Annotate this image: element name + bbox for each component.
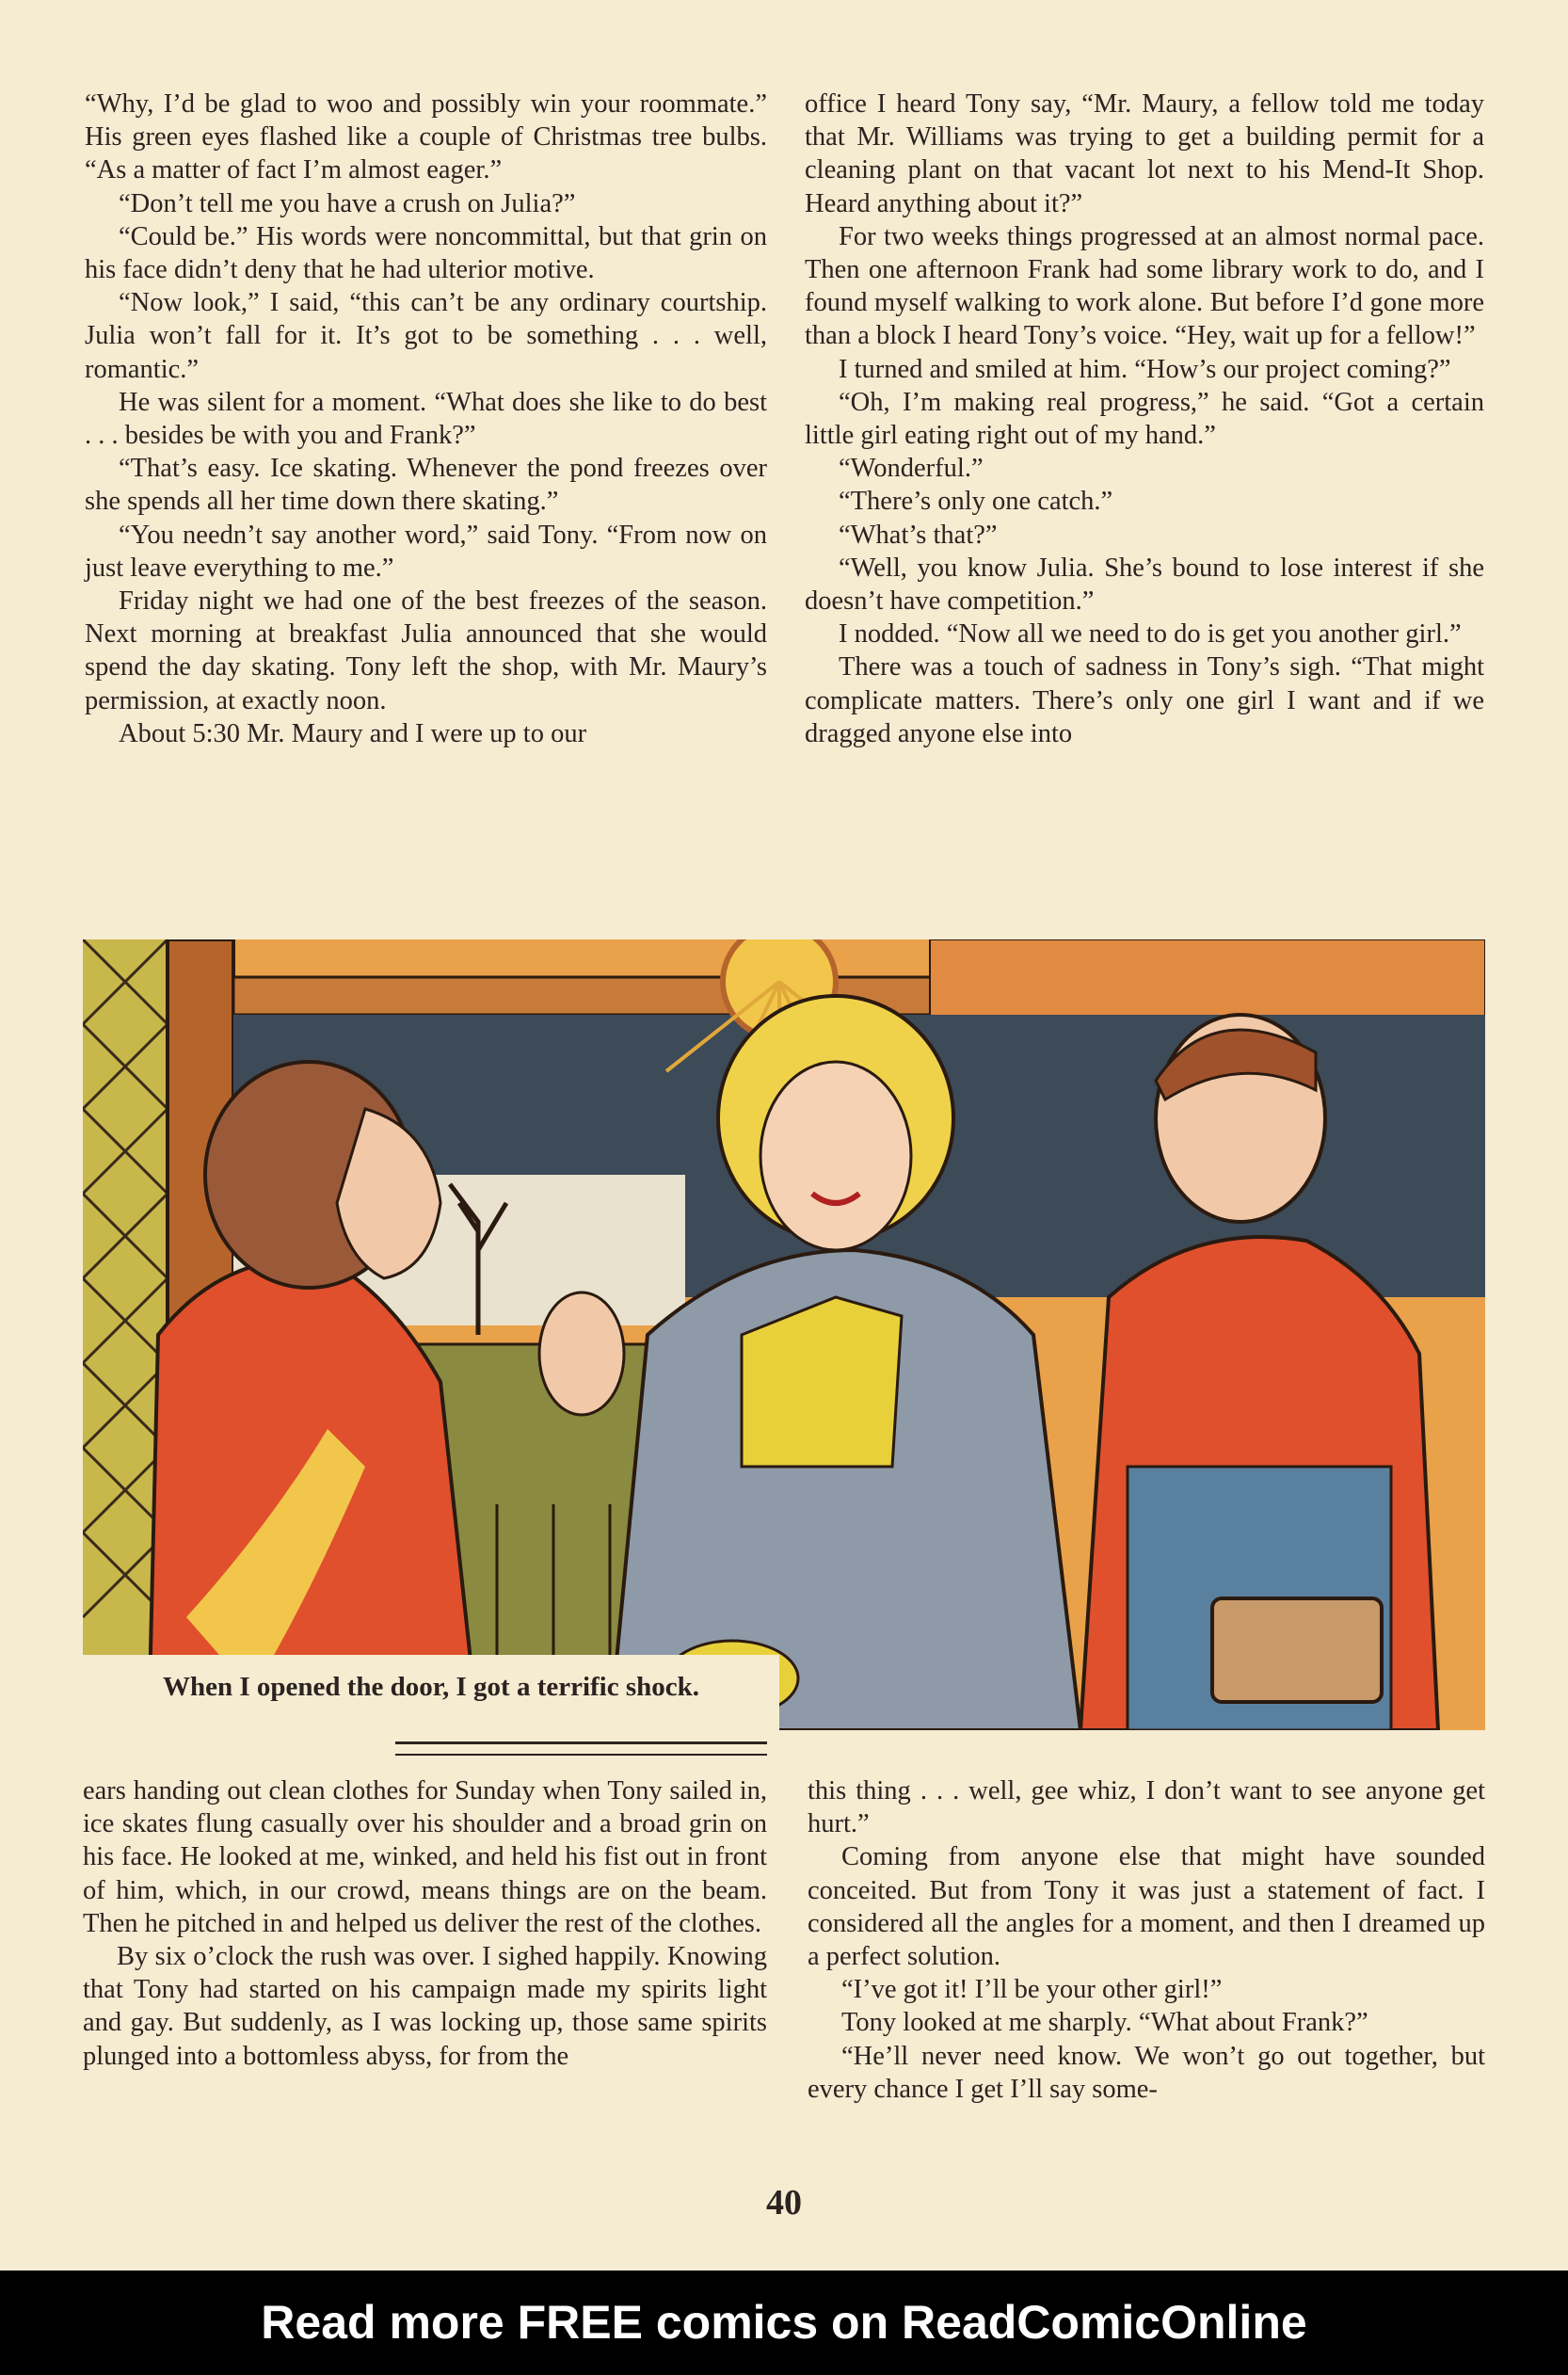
paragraph: office I heard Tony say, “Mr. Maury, a fellow told me today that Mr. Williams was trying to get a building permit for a cleaning plant on that vacant lot next to his Mend-It Shop. Heard anything about it?” [805,89,1484,218]
paragraph: “Oh, I’m making real progress,” he said. “Got a certain little girl eating right out of my hand.” [805,387,1484,451]
paragraph: I turned and smiled at him. “How’s our project coming?” [839,354,1451,384]
face [760,1062,911,1250]
paragraph: “Why, I’d be glad to woo and possibly win your roommate.” His green eyes flashed like a couple of Christmas tree bulbs. “As a matter of fact I’m almost eager.” [85,89,767,185]
suitcase [1212,1598,1382,1702]
panel-caption: When I opened the door, I got a terrific shock. [162,1672,700,1702]
paragraph: I nodded. “Now all we need to do is get you another girl.” [839,619,1462,650]
page-number: 40 [766,2183,802,2223]
paragraph: ears handing out clean clothes for Sunday when Tony sailed in, ice skates flung casually over his shoulder and a broad grin on his face. He looked at me, winked, and held his fist out in front of him, which, in our crowd, means things are on the beam. Then he pitched in and helped us deliver the rest of the clothes. [83,1776,767,1938]
raised-hand [539,1292,624,1415]
caption-divider [395,1741,767,1756]
paragraph: Friday night we had one of the best freezes of the season. Next morning at breakfast Julia announced that she would spend the day skating. Tony left the shop, with Mr. Maury’s permission, at exactly noon. [85,586,767,715]
comic-illustration [83,939,1485,1730]
paragraph: “Now look,” I said, “this can’t be any ordinary courtship. Julia won’t fall for it. It’s got to be something . . . well, romantic.” [85,288,767,384]
paragraph: “That’s easy. Ice skating. Whenever the pond freezes over she spends all her time down there skating.” [85,454,767,517]
paragraph: “What’s that?” [839,520,998,550]
text-column-bottom-right [808,1774,1485,2106]
paragraph: “Well, you know Julia. She’s bound to lose interest if she doesn’t have competition.” [805,553,1484,617]
paragraph: “Wonderful.” [839,454,984,484]
paragraph: “He’ll never need know. We won’t go out together, but every chance I get I’ll say some- [808,2041,1485,2104]
paragraph: Tony looked at me sharply. “What about Frank?” [841,2008,1368,2038]
paragraph: “Don’t tell me you have a crush on Julia?” [119,188,576,218]
paragraph: There was a touch of sadness in Tony’s sigh. “That might complicate matters. There’s only one girl I want and if we dragged anyone else into [805,652,1484,748]
paragraph: “You needn’t say another word,” said Tony. “From now on just leave everything to me.” [85,520,767,583]
promo-banner[interactable]: Read more FREE comics on ReadComicOnline [0,2271,1568,2375]
paragraph: this thing . . . well, gee whiz, I don’t want to see anyone get hurt.” [808,1776,1485,1839]
paragraph: For two weeks things progressed at an almost normal pace. Then one afternoon Frank had some library work to do, and I found myself walking to work alone. But before I’d gone more than a block I heard Tony’s voice. “Hey, wait up for a fellow!” [805,221,1484,351]
paragraph: “Could be.” His words were noncommittal, but that grin on his face didn’t deny that he had ulterior motive. [85,221,767,285]
paragraph: By six o’clock the rush was over. I sighed happily. Knowing that Tony had started on his campaign made my spirits light and gay. But suddenly, as I was locking up, those same spirits plunged into a bottomless abyss, for from the [83,1942,767,2071]
paragraph: “I’ve got it! I’ll be your other girl!” [841,1975,1223,2005]
paragraph: Coming from anyone else that might have sounded conceited. But from Tony it was just a statement of fact. I considered all the angles for a moment, and then I dreamed up a perfect solution. [808,1842,1485,1972]
paragraph: “There’s only one catch.” [839,487,1113,517]
text-column-top-right [805,88,1484,750]
text-column-bottom-left [83,1774,767,2073]
paragraph: About 5:30 Mr. Maury and I were up to our [119,718,587,748]
text-column-top-left [85,88,767,750]
paragraph: He was silent for a moment. “What does she like to do best . . . besides be with you and Frank?” [85,387,767,451]
